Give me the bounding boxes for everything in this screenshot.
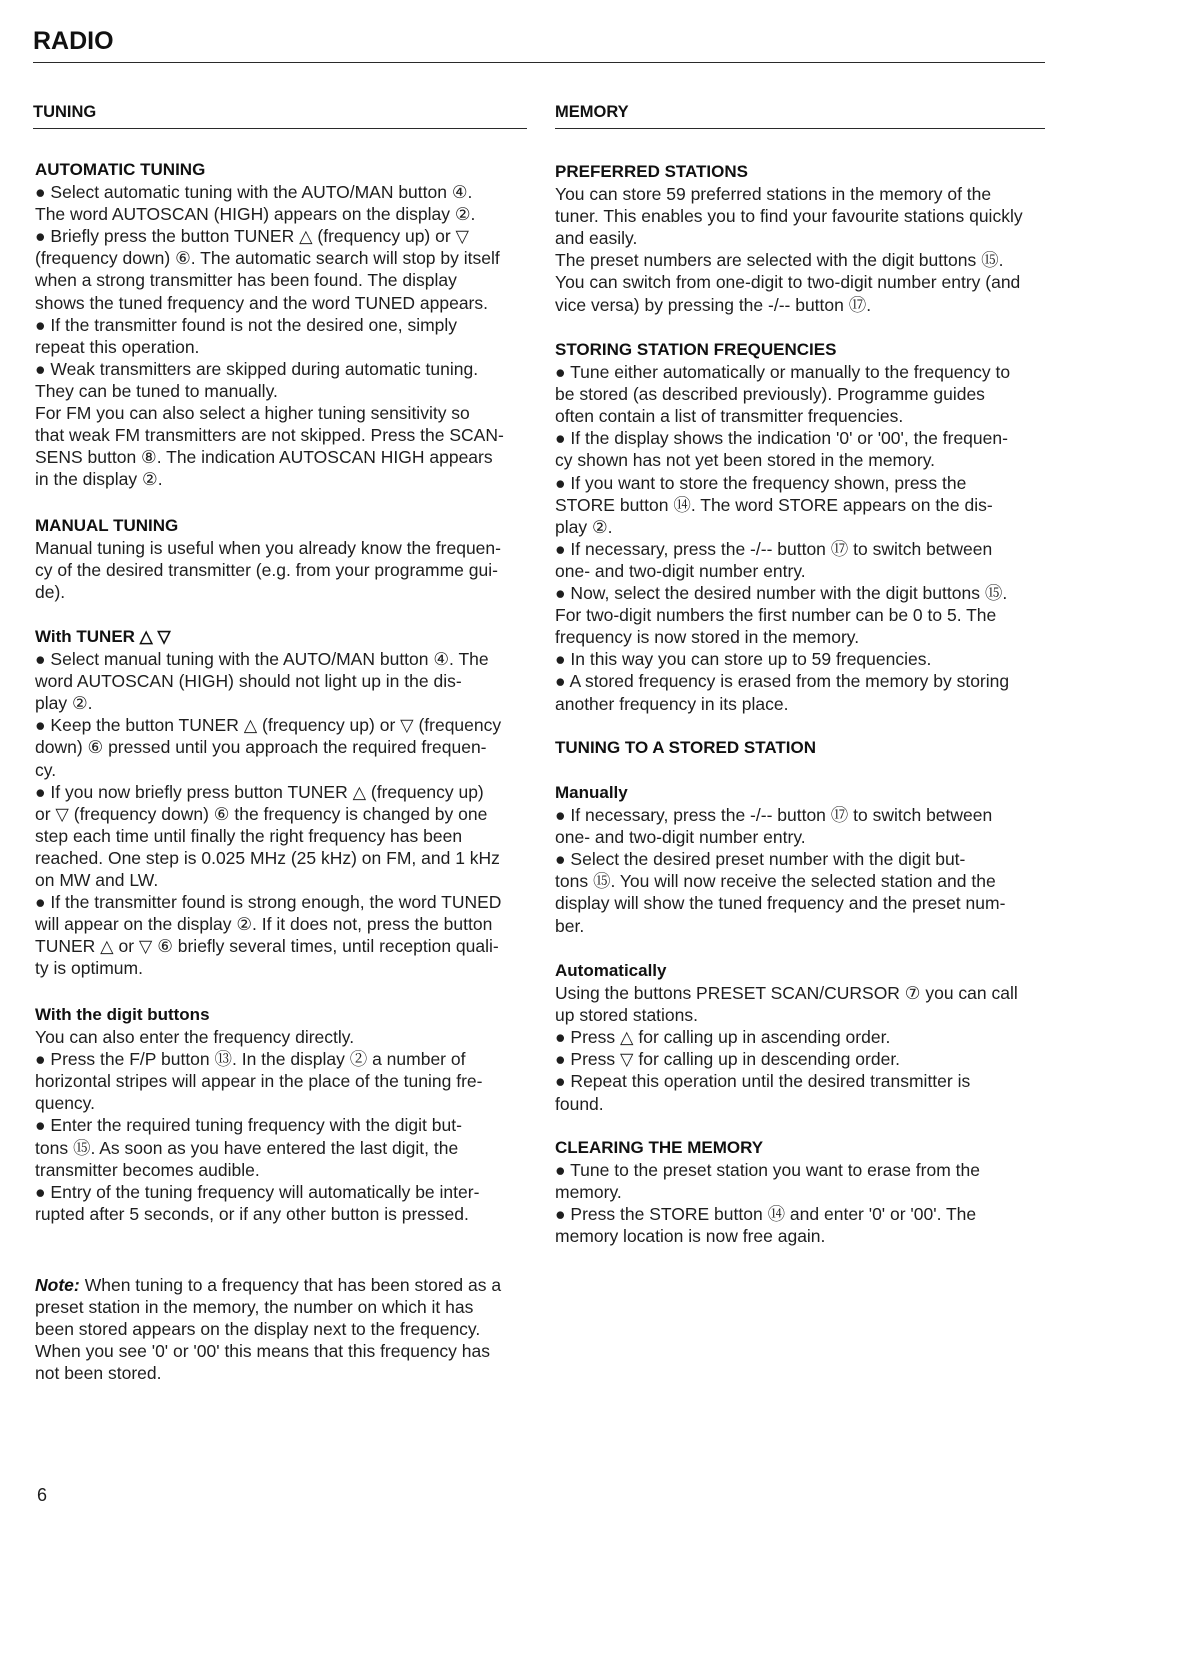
text-line: one- and two-digit number entry.: [555, 827, 806, 848]
text-line: (frequency down) ⑥. The automatic search will stop by itself: [35, 248, 500, 269]
text-line: memory.: [555, 1182, 622, 1203]
text-line: often contain a list of transmitter frequencies.: [555, 406, 904, 427]
text-line: ● If the transmitter found is strong enough, the word TUNED: [35, 892, 502, 913]
note-block: [35, 1274, 530, 1384]
text-line: de).: [35, 582, 66, 603]
text-line: shows the tuned frequency and the word TUNED appears.: [35, 292, 488, 313]
text-line: rupted after 5 seconds, or if any other button is pressed.: [35, 1203, 469, 1224]
text-line: frequency is now stored in the memory.: [555, 627, 860, 648]
text-line: tons ⑮. As soon as you have entered the last digit, the: [35, 1137, 459, 1158]
text-line: ● If necessary, press the -/-- button ⑰ to switch between: [555, 538, 993, 559]
text-line: TUNER △ or ▽ ⑥ briefly several times, until reception quali-: [35, 936, 499, 957]
text-line: another frequency in its place.: [555, 693, 789, 714]
memory-divider: [555, 128, 1045, 129]
text-line: You can switch from one-digit to two-digit number entry (and: [555, 272, 1021, 293]
text-line: ● Repeat this operation until the desired transmitter is: [555, 1071, 971, 1092]
section-with-digit-buttons: [35, 1004, 530, 1225]
text-line: quency.: [35, 1093, 95, 1114]
text-line: found.: [555, 1093, 604, 1114]
section-heading: Manually: [555, 783, 628, 802]
text-line: ● Select automatic tuning with the AUTO/MAN button ④.: [35, 182, 473, 203]
text-line: word AUTOSCAN (HIGH) should not light up in the dis-: [35, 671, 462, 692]
text-line: ● Press the STORE button ⑭ and enter '0' or '00'. The: [555, 1204, 977, 1225]
page-title: RADIO: [33, 27, 114, 55]
text-line: display will show the tuned frequency and the preset num-: [555, 893, 1006, 914]
section-heading: CLEARING THE MEMORY: [555, 1138, 764, 1157]
text-line: ty is optimum.: [35, 958, 143, 979]
section-manually: [555, 782, 1050, 937]
section-heading: With the digit buttons: [35, 1005, 210, 1024]
text-line: memory location is now free again.: [555, 1226, 826, 1247]
text-line: down) ⑥ pressed until you approach the required frequen-: [35, 737, 487, 758]
text-line: ● A stored frequency is erased from the memory by storing: [555, 671, 1010, 692]
text-line: SENS button ⑧. The indication AUTOSCAN HIGH appears: [35, 447, 493, 468]
section-manual-tuning: [35, 515, 530, 603]
section-tuning-to-stored-station: [555, 737, 1050, 759]
section-heading: MANUAL TUNING: [35, 516, 179, 535]
section-heading: AUTOMATIC TUNING: [35, 160, 206, 179]
text-line: You can store 59 preferred stations in the memory of the: [555, 184, 992, 205]
text-line: and easily.: [555, 228, 638, 249]
text-line: For FM you can also select a higher tuning sensitivity so: [35, 403, 470, 424]
text-line: ● Briefly press the button TUNER △ (frequency up) or ▽: [35, 226, 469, 247]
text-line: The word AUTOSCAN (HIGH) appears on the display ②.: [35, 204, 476, 225]
text-line: transmitter becomes audible.: [35, 1159, 260, 1180]
note-label: Note:: [35, 1275, 80, 1295]
text-line: when a strong transmitter has been found. The display: [35, 270, 457, 291]
text-line: reached. One step is 0.025 MHz (25 kHz) on FM, and 1 kHz: [35, 847, 500, 868]
text-line: You can also enter the frequency directly.: [35, 1027, 355, 1048]
text-line: in the display ②.: [35, 469, 163, 490]
text-line: Using the buttons PRESET SCAN/CURSOR ⑦ you can call: [555, 983, 1018, 1004]
text-line: ● Press the F/P button ⑬. In the display ② a number of: [35, 1049, 466, 1070]
text-line: tuner. This enables you to find your favourite stations quickly: [555, 206, 1023, 227]
section-heading: STORING STATION FREQUENCIES: [555, 340, 837, 359]
text-line: Manual tuning is useful when you already know the frequen-: [35, 538, 501, 559]
text-line: ● If the transmitter found is not the desired one, simply: [35, 314, 458, 335]
text-line: cy.: [35, 759, 57, 780]
section-heading: TUNING TO A STORED STATION: [555, 738, 816, 757]
text-line: repeat this operation.: [35, 336, 200, 357]
text-line: be stored (as described previously). Programme guides: [555, 384, 985, 405]
section-automatic-tuning: [35, 159, 530, 490]
title-divider: [33, 62, 1045, 63]
text-line: ● If you now briefly press button TUNER △ (frequency up): [35, 781, 484, 802]
text-line: preset station in the memory, the number on which it has: [35, 1297, 474, 1318]
section-clearing-the-memory: [555, 1137, 1050, 1247]
text-line: ● Press △ for calling up in ascending order.: [555, 1027, 891, 1048]
text-line: that weak FM transmitters are not skipped. Press the SCAN-: [35, 425, 504, 446]
text-line: [35, 1274, 530, 1296]
section-heading: PREFERRED STATIONS: [555, 162, 748, 181]
text-line: ● If you want to store the frequency shown, press the: [555, 472, 967, 493]
text-line: cy of the desired transmitter (e.g. from your programme gui-: [35, 560, 498, 581]
text-line: one- and two-digit number entry.: [555, 560, 806, 581]
text-line: horizontal stripes will appear in the place of the tuning fre-: [35, 1071, 483, 1092]
text-line: not been stored.: [35, 1363, 162, 1384]
section-heading: Automatically: [555, 961, 667, 980]
text-line: For two-digit numbers the first number can be 0 to 5. The: [555, 605, 997, 626]
text-line: ● In this way you can store up to 59 frequencies.: [555, 649, 932, 670]
column-header-memory: MEMORY: [555, 103, 629, 121]
text-line: ● Entry of the tuning frequency will automatically be inter-: [35, 1181, 480, 1202]
tuning-divider: [33, 128, 527, 129]
text-line: ● Keep the button TUNER △ (frequency up) or ▽ (frequency: [35, 715, 502, 736]
text-line: up stored stations.: [555, 1005, 698, 1026]
text-line: play ②.: [35, 693, 93, 714]
text-line: They can be tuned to manually.: [35, 380, 278, 401]
text-line: When you see '0' or '00' this means that this frequency has: [35, 1341, 490, 1362]
text-line: STORE button ⑭. The word STORE appears on the dis-: [555, 494, 993, 515]
section-preferred-stations: [555, 161, 1050, 316]
text-line: ● Press ▽ for calling up in descending order.: [555, 1049, 901, 1070]
page-number: 6: [37, 1485, 48, 1505]
text-line: ● Tune either automatically or manually to the frequency to: [555, 362, 1011, 383]
text-line: will appear on the display ②. If it does not, press the button: [35, 914, 493, 935]
text-line: ● If necessary, press the -/-- button ⑰ to switch between: [555, 805, 993, 826]
section-with-tuner: [35, 626, 530, 980]
section-heading: With TUNER △ ▽: [35, 627, 171, 646]
text-line: ● Select manual tuning with the AUTO/MAN button ④. The: [35, 649, 489, 670]
text-line: cy shown has not yet been stored in the memory.: [555, 450, 936, 471]
text-line: ● Now, select the desired number with the digit buttons ⑮.: [555, 583, 1008, 604]
text-line: on MW and LW.: [35, 870, 159, 891]
text-line: tons ⑮. You will now receive the selected station and the: [555, 871, 996, 892]
section-automatically: [555, 960, 1050, 1115]
text-line: ber.: [555, 915, 585, 936]
text-line: been stored appears on the display next to the frequency.: [35, 1319, 481, 1340]
text-line: ● Enter the required tuning frequency with the digit but-: [35, 1115, 462, 1136]
text-line: ● Weak transmitters are skipped during automatic tuning.: [35, 358, 479, 379]
section-storing-station-frequencies: [555, 339, 1050, 715]
text-line: ● Tune to the preset station you want to erase from the: [555, 1160, 980, 1181]
note-text: When tuning to a frequency that has been stored as a: [84, 1275, 502, 1295]
text-line: ● Select the desired preset number with the digit but-: [555, 849, 966, 870]
text-line: vice versa) by pressing the -/-- button ⑰.: [555, 294, 872, 315]
text-line: The preset numbers are selected with the digit buttons ⑮.: [555, 250, 1004, 271]
text-line: play ②.: [555, 516, 613, 537]
text-line: step each time until finally the right frequency has been: [35, 825, 463, 846]
text-line: or ▽ (frequency down) ⑥ the frequency is changed by one: [35, 803, 488, 824]
column-header-tuning: TUNING: [33, 103, 97, 121]
text-line: ● If the display shows the indication '0' or '00', the frequen-: [555, 428, 1008, 449]
